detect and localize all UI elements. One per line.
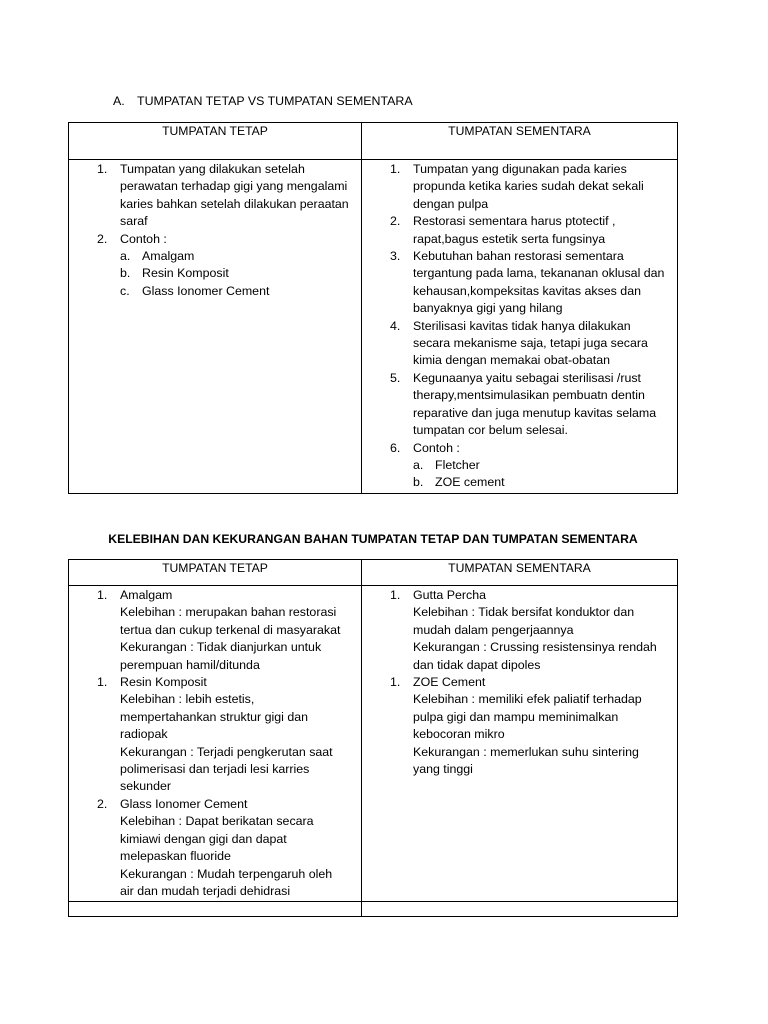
list-item-text: mempertahankan struktur gigi dan [120,709,309,724]
table1-header-right: TUMPATAN SEMENTARA [362,123,678,160]
list-item-text: Resin Komposit [120,675,207,690]
list-item-text: Tumpatan yang digunakan pada karies [413,162,627,176]
comparison-table [68,122,678,494]
list-item-text: Kekurangan : Tidak dianjurkan untuk [120,640,322,655]
list-item-text: dengan pulpa [413,196,489,211]
list-item-number: 1. [97,162,108,176]
list-item-text: radiopak [120,727,168,742]
list-item-text: saraf [120,214,148,229]
list-item-text: reparative dan juga menutup kavitas selama [413,405,657,420]
list-item-text: Kekurangan : Crussing resistensinya rendah [413,640,657,655]
sub-list-item [120,265,361,282]
table2-header-left: TUMPATAN TETAP [69,560,362,586]
section-a-title: TUMPATAN TETAP VS TUMPATAN SEMENTARA [137,94,413,108]
list-item [69,231,361,301]
list-item-number: 1. [97,675,108,690]
list-item-text: kimia dengan memakai obat-obatan [413,353,610,368]
sub-list-item-letter: b. [120,266,131,281]
list-item-text: Kelebihan : memiliki efek paliatif terhadap [413,692,642,707]
list-item-number: 4. [390,318,401,333]
sub-list-item [413,457,677,474]
list-item-text: melepaskan fluoride [120,849,231,864]
list-item-number: 1. [390,162,401,176]
list-item [69,161,361,231]
list-item-text: perawatan terhadap gigi yang mengalami [120,179,348,194]
list-item [362,587,677,674]
sub-list-item-text: ZOE cement [435,475,505,490]
list-item-text: tumpatan cor belum selesai. [413,423,568,438]
list-item-text: Kekurangan : Mudah terpengaruh oleh [120,866,333,881]
list-item-text: Sterilisasi kavitas tidak hanya dilakukan [413,318,631,333]
list-item-text: perempuan hamil/ditunda [120,657,260,672]
list-item-text: Contoh : [413,440,460,455]
sub-list-item-text: Glass Ionomer Cement [142,283,270,298]
table1-right-cell [362,160,678,494]
list-item [362,440,677,492]
list-item-text: therapy,mentsimulasikan pembuatn dentin [413,388,645,403]
list-item-text: Kegunaanya yaitu sebagai sterilisasi /rust [413,370,641,385]
sub-list-item-text: Amalgam [142,249,195,264]
sub-list-item [120,283,361,300]
list-item-text: Kekurangan : Terjadi pengkerutan saat [120,744,333,759]
list-item-number: 6. [390,440,401,455]
list-item-text: Amalgam [120,588,173,602]
table2-right-cell [362,586,678,902]
list-item-text: Tumpatan yang dilakukan setelah [120,162,305,176]
sub-list-item-text: Resin Komposit [142,266,229,281]
sub-list-item-letter: a. [413,457,424,472]
list-item-text: pulpa gigi dan mampu meminimalkan [413,709,619,724]
table2-right-list [362,587,677,778]
list-item-text: Kelebihan : Tidak bersifat konduktor dan [413,605,635,620]
list-item-text: dan tidak dapat dipoles [413,657,541,672]
list-item [69,587,361,674]
list-item-text: air dan mudah terjadi dehidrasi [120,883,291,898]
list-item-text: mudah dalam pengerjaannya [413,622,574,637]
sub-list-item-letter: a. [120,249,131,264]
sub-list [413,457,677,492]
list-item-text: yang tinggi [413,762,473,777]
table2-header-right: TUMPATAN SEMENTARA [362,560,678,586]
list-item-text: tergantung pada lama, tekananan oklusal dan [413,266,665,281]
sub-list-item-text: Fletcher [435,457,480,472]
list-item [69,674,361,796]
table1-left-cell [69,160,362,494]
section-a-heading [113,94,413,108]
list-item-text: Gutta Percha [413,588,487,602]
sub-list-item [120,248,361,265]
list-item-text: sekunder [120,779,171,794]
list-item [362,318,677,370]
list-item-text: propunda ketika karies sudah dekat sekali [413,179,644,194]
list-item-number: 1. [390,588,401,602]
list-item-text: Contoh : [120,231,167,246]
list-item-text: polimerisasi dan terjadi lesi karries [120,762,310,777]
list-item [362,213,677,248]
list-item-text: banyaknya gigi yang hilang [413,301,563,316]
list-item-text: kehausan,kompeksitas kavitas akses dan [413,283,641,298]
list-item-text: rapat,bagus estetik serta fungsinya [413,231,606,246]
list-item [69,796,361,900]
list-item-text: Kelebihan : merupakan bahan restorasi [120,605,337,620]
sub-list-item-letter: c. [120,283,130,298]
list-item-number: 2. [97,796,108,811]
table1-header-left: TUMPATAN TETAP [69,123,362,160]
table2-left-cell [69,586,362,902]
sub-list [120,248,361,300]
list-item [362,370,677,440]
list-item-number: 3. [390,249,401,264]
list-item [362,161,677,213]
list-item-number: 2. [390,214,401,229]
section-b-heading: KELEBIHAN DAN KEKURANGAN BAHAN TUMPATAN TETAP DAN TUMPATAN SEMENTARA [108,532,638,546]
list-item-text: Kekurangan : memerlukan suhu sintering [413,744,639,759]
list-item-text: secara mekanisme saja, tetapi juga secara [413,336,648,351]
list-item-text: Restorasi sementara harus ptotectif , [413,214,616,229]
list-item-number: 5. [390,370,401,385]
sub-list-item-letter: b. [413,475,424,490]
list-item [362,674,677,778]
list-item [362,248,677,318]
list-item-number: 1. [97,588,108,602]
list-item-text: ZOE Cement [413,675,486,690]
table1-left-list [69,161,361,300]
section-a-marker: A. [113,94,125,108]
list-item-text: Kebutuhan bahan restorasi sementara [413,249,624,264]
list-item-text: karies bahkan setelah dilakukan peraatan [120,196,349,211]
sub-list-item [413,474,677,491]
list-item-number: 1. [390,675,401,690]
list-item-text: Kelebihan : lebih estetis, [120,692,255,707]
list-item-text: Glass Ionomer Cement [120,796,248,811]
list-item-text: kimiawi dengan gigi dan dapat [120,831,287,846]
table2-left-list [69,587,361,900]
list-item-text: Kelebihan : Dapat berikatan secara [120,814,314,829]
list-item-text: kebocoran mikro [413,727,505,742]
table2-empty-cell-right [362,902,678,917]
table2-empty-cell-left [69,902,362,917]
pros-cons-table [68,559,678,917]
list-item-number: 2. [97,231,108,246]
list-item-text: tertua dan cukup terkenal di masyarakat [120,622,341,637]
table1-right-list [362,161,677,492]
